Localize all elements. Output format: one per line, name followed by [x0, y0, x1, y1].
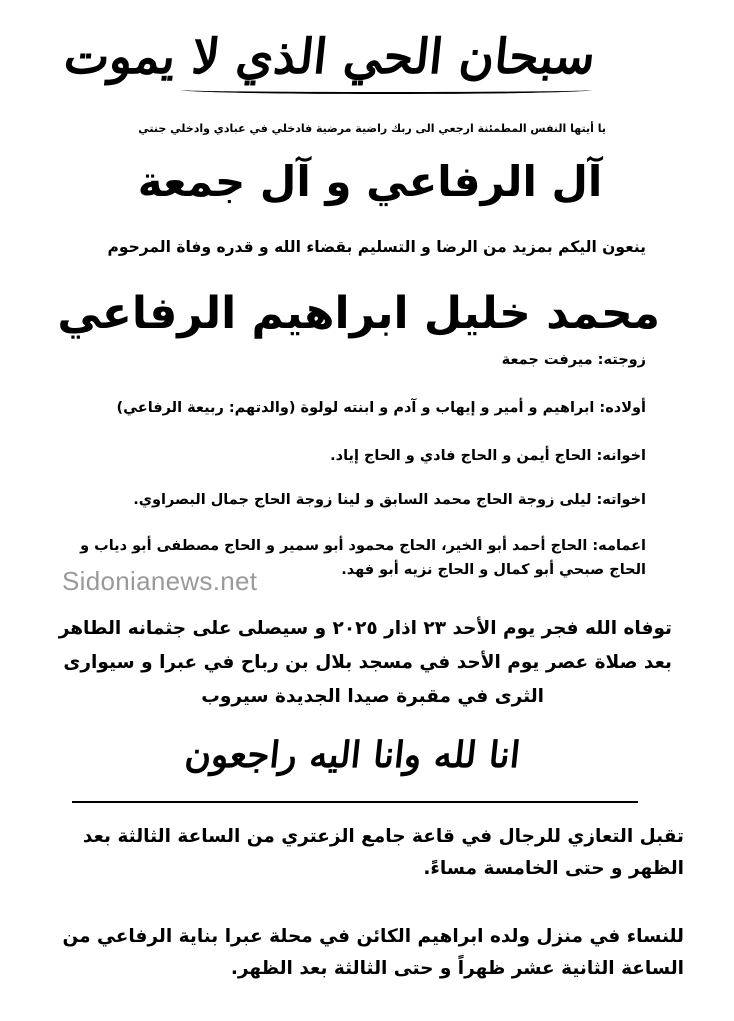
condolences-men-line-1: تقبل التعازي للرجال في قاعة جامع الزعتري من الساعة الثالثة بعد: [82, 826, 684, 847]
header-calligraphy-text: سبحان الحي الذي لا يموت: [61, 29, 598, 85]
families-heading: آل الرفاعي و آل جمعة: [137, 157, 603, 206]
header-calligraphy: [61, 14, 599, 100]
relatives-children: أولاده: ابراهيم و أمير و إيهاب و آدم و ابنته لولوة (والدتهم: ربيعة الرفاعي): [116, 400, 646, 416]
divider-line: [72, 801, 638, 803]
burial-info-line-1: توفاه الله فجر يوم الأحد ٢٣ اذار ٢٠٢٥ و سيصلى على جثمانه الطاهر: [58, 618, 672, 639]
relatives-brothers: اخوانه: الحاج أيمن و الحاج فادي و الحاج إياد.: [330, 448, 646, 464]
announcement-intro: ينعون اليكم بمزيد من الرضا و التسليم بقضاء الله و قدره وفاة المرحوم: [107, 238, 646, 256]
burial-info-line-2: بعد صلاة عصر يوم الأحد في مسجد بلال بن رباح في عبرا و سيوارى: [63, 652, 672, 673]
condolences-women-line-2: الساعة الثانية عشر ظهراً و حتى الثالثة بعد الظهر.: [230, 958, 684, 979]
condolences-men-line-2: الظهر و حتى الخامسة مساءً.: [423, 858, 684, 879]
closing-calligraphy: انا لله وانا اليه راجعون: [182, 734, 523, 776]
deceased-name: محمد خليل ابراهيم الرفاعي: [57, 288, 660, 339]
relatives-uncles-line-1: اعمامه: الحاج أحمد أبو الخير، الحاج محمود أبو سمير و الحاج مصطفى أبو دياب و: [80, 538, 646, 554]
site-watermark: Sidonianews.net: [62, 566, 258, 596]
calligraphy-flourish: [181, 86, 592, 94]
relatives-wife: زوجته: ميرفت جمعة: [501, 352, 646, 368]
condolences-women-line-1: للنساء في منزل ولده ابراهيم الكائن في محلة عبرا بناية الرفاعي من: [62, 926, 684, 947]
relatives-uncles-line-2: الحاج صبحي أبو كمال و الحاج نزيه أبو فهد.: [341, 562, 646, 578]
burial-info-line-3: الثرى في مقبرة صيدا الجديدة سيروب: [201, 686, 544, 707]
quran-verse: يا أيتها النفس المطمئنة ارجعي الى ربك راضية مرضية فادخلي في عبادي وادخلي جنتي: [138, 122, 606, 135]
relatives-sisters: اخواته: ليلى زوجة الحاج محمد السابق و لينا زوجة الحاج جمال البصراوي.: [133, 492, 646, 508]
